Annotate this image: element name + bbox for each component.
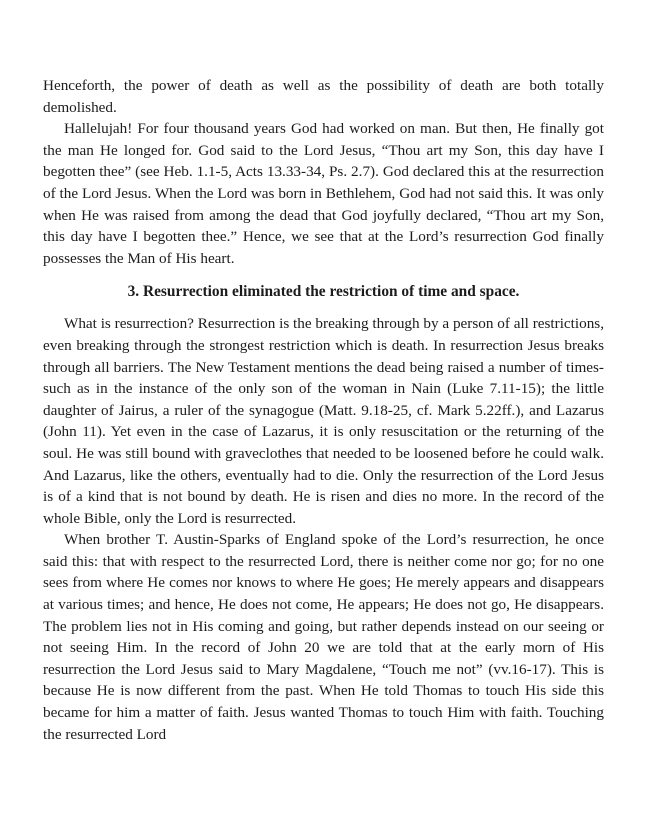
paragraph-austin-sparks: When brother T. Austin-Sparks of England spoke of the Lord’s resurrection, he once said this: that with respect to the resurrected Lord, there is neither come nor go; for no one sees from where He comes nor knows to where He goes; He merely appears and disappears at various times; and hence, He does not come, He appears; He does not go, He disappears. The problem lies not in His coming and going, but rather depends instead on our seeing or not seeing Him. In the record of John 20 we are told that at the early morn of His resurrection the Lord Jesus said to Mary Magdalene, “Touch me not” (vv.16-17). This is because He is now different from the past. When He told Thomas to touch His side this became for him a matter of faith. Jesus wanted Thomas to touch Him with faith. Touching the resurrected Lord bbox=[43, 531, 604, 743]
paragraph-what-is-resurrection: What is resurrection? Resurrection is the breaking through by a person of all restrictions, even breaking through the strongest restriction which is death. In resurrection Jesus breaks through all barriers. The New Testament mentions the dead being raised a number of times-such as in the instance of the only son of the woman in Nain (Luke 7.11-15); the little daughter of Jairus, a ruler of the synagogue (Matt. 9.18-25, cf. Mark 5.22ff.), and Lazarus (John 11). Yet even in the case of Lazarus, it is only resuscitation or the returning of the soul. He was still bound with graveclothes that needed to be loosened before he could walk. And Lazarus, like the others, eventually had to die. Only the resurrection of the Lord Jesus is of a kind that is not bound by death. He is risen and dies no more. In the record of the whole Bible, only the Lord is resurrected. bbox=[43, 315, 604, 527]
paragraph-continuation: Henceforth, the power of death as well as the possibility of death are both totally demolished. bbox=[43, 77, 604, 116]
section-heading: 3. Resurrection eliminated the restriction of time and space. bbox=[127, 283, 520, 301]
paragraph-hallelujah: Hallelujah! For four thousand years God had worked on man. But then, He finally got the man He longed for. God said to the Lord Jesus, “Thou art my Son, this day have I begotten thee” (see Heb. 1.1-5, Acts 13.33-34, Ps. 2.7). God declared this at the resurrection of the Lord Jesus. When the Lord was born in Bethlehem, God had not said this. It was only when He was raised from among the dead that God joyfully declared, “Thou art my Son, this day have I begotten thee.” Hence, we see that at the Lord’s resurrection God finally possesses the Man of His heart. bbox=[43, 120, 604, 267]
